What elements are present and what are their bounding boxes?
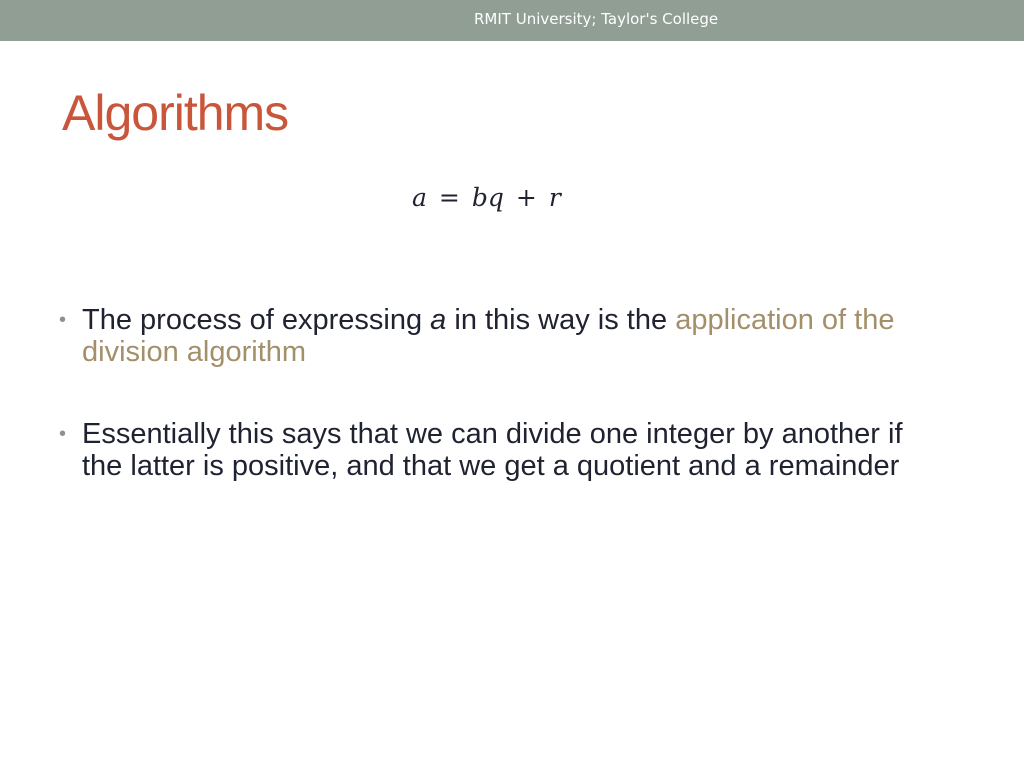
bullet-text: Essentially this says that we can divide one integer by another if the latter is positive, and that we get a quotient and a remainder — [82, 418, 903, 482]
bullet-dot-icon: • — [59, 309, 67, 331]
bullet-text: The process of expressing — [82, 304, 431, 336]
bullet-item — [57, 418, 947, 482]
bullet-item — [57, 304, 947, 368]
header-bar — [0, 0, 1024, 41]
bullet-list — [57, 304, 947, 532]
bullet-variable: a — [430, 304, 447, 336]
equation — [412, 183, 561, 212]
header-text: RMIT University; Taylor's College — [474, 10, 719, 28]
bullet-text: in this way is the — [446, 304, 676, 336]
equation-equals: = — [438, 183, 460, 212]
bullet-dot-icon: • — [59, 423, 67, 445]
equation-var-a: a — [412, 183, 427, 212]
bullet-highlight: application of the division algorithm — [82, 304, 895, 368]
equation-term-bq: bq — [471, 183, 504, 212]
equation-plus: + — [515, 183, 537, 212]
slide-title: Algorithms — [62, 85, 289, 141]
equation-var-r: r — [548, 183, 561, 212]
